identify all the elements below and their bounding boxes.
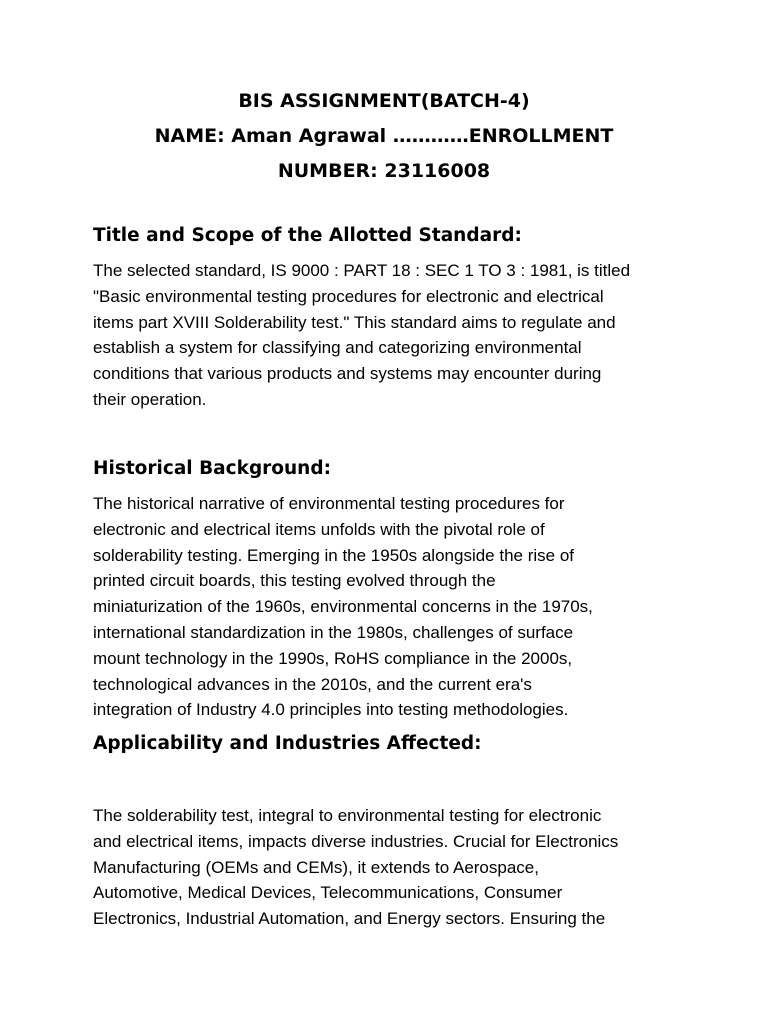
document-header: [0, 84, 768, 189]
paragraph-line: printed circuit boards, this testing evolved through the: [93, 571, 496, 591]
section-paragraph-applicability: [93, 803, 693, 932]
paragraph-line: electronic and electrical items unfolds with the pivotal role of: [93, 519, 545, 539]
paragraph-line: The historical narrative of environmental testing procedures for: [93, 494, 565, 513]
paragraph-line: their operation.: [93, 389, 207, 409]
section-paragraph-history: [93, 491, 693, 723]
paragraph-line: conditions that various products and systems may encounter during: [93, 364, 602, 384]
paragraph-line: The solderability test, integral to environmental testing for electronic: [93, 806, 602, 825]
section-title-applicability: Applicability and Industries Affected:: [93, 733, 482, 754]
paragraph-line: technological advances in the 2010s, and the current era's: [93, 674, 532, 694]
section-paragraph-scope: [93, 258, 693, 413]
student-name-line: NAME: Aman Agrawal …………ENROLLMENT: [154, 125, 614, 147]
paragraph-line: mount technology in the 1990s, RoHS compliance in the 2000s,: [93, 648, 573, 668]
paragraph-line: establish a system for classifying and categorizing environmental: [93, 338, 582, 358]
section-title-scope: Title and Scope of the Allotted Standard:: [93, 225, 522, 246]
assignment-title: BIS ASSIGNMENT(BATCH-4): [238, 90, 530, 112]
paragraph-line: integration of Industry 4.0 principles into testing methodologies.: [93, 700, 569, 720]
paragraph-line: The selected standard, IS 9000 : PART 18 : SEC 1 TO 3 : 1981, is titled: [93, 261, 631, 280]
paragraph-line: items part XVIII Solderability test." This standard aims to regulate and: [93, 312, 616, 332]
paragraph-line: Automotive, Medical Devices, Telecommunications, Consumer: [93, 883, 563, 903]
paragraph-line: "Basic environmental testing procedures for electronic and electrical: [93, 286, 604, 306]
section-title-history: Historical Background:: [93, 458, 331, 479]
paragraph-line: solderability testing. Emerging in the 1950s alongside the rise of: [93, 545, 575, 565]
paragraph-line: Manufacturing (OEMs and CEMs), it extends to Aerospace,: [93, 857, 539, 877]
paragraph-line: international standardization in the 1980s, challenges of surface: [93, 622, 574, 642]
paragraph-line: and electrical items, impacts diverse industries. Crucial for Electronics: [93, 831, 619, 851]
enrollment-number-line: NUMBER: 23116008: [277, 160, 491, 182]
paragraph-line: miniaturization of the 1960s, environmental concerns in the 1970s,: [93, 597, 593, 617]
paragraph-line: Electronics, Industrial Automation, and Energy sectors. Ensuring the: [93, 909, 606, 929]
